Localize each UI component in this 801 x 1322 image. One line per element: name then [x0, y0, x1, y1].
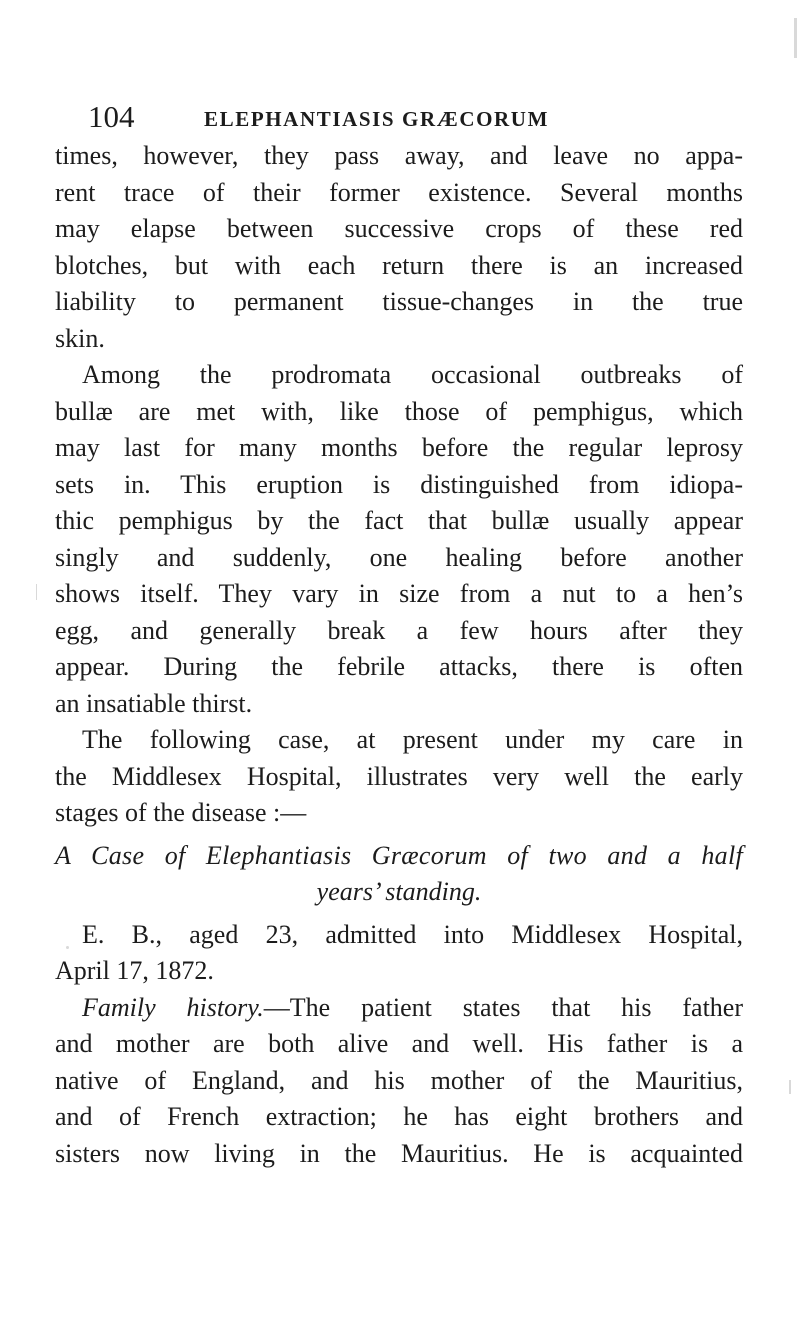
text-line: bullæ are met with, like those of pemphigus, which — [55, 396, 743, 426]
paragraph-2 — [55, 357, 743, 722]
text-line: an insatiable thirst. — [55, 688, 253, 718]
text-line: The following case, at present under my care in — [82, 725, 743, 754]
text-line: may last for many months before the regular leprosy — [55, 433, 743, 462]
text-line: singly and suddenly, one healing before another — [55, 542, 743, 572]
scan-edge-mark — [794, 18, 797, 58]
scan-edge-mark — [789, 1080, 791, 1094]
case-title-line: years’ standing. — [316, 877, 482, 906]
text-line: thic pemphigus by the fact that bullæ usually appear — [55, 506, 743, 535]
paragraph-5 — [55, 990, 743, 1173]
body-text — [55, 138, 743, 1172]
text-line: liability to permanent tissue-changes in the true — [55, 287, 743, 316]
text-line: and mother are both alive and well. His father is a — [55, 1029, 743, 1058]
text-run: —The patient states that his father — [263, 992, 743, 1022]
text-line: appear. During the febrile attacks, there is often — [55, 652, 743, 681]
text-line: native of England, and his mother of the Mauritius, — [55, 1065, 743, 1095]
text-line: skin. — [55, 323, 105, 353]
paragraph-4 — [55, 917, 743, 990]
section-lead: Family history. — [82, 992, 264, 1022]
case-title-line: A Case of Elephantiasis Græcorum of two and a half — [55, 840, 743, 870]
text-line: stages of the disease :— — [55, 798, 307, 827]
scan-edge-mark — [36, 584, 37, 600]
page-header — [88, 100, 748, 134]
text-line: E. B., aged 23, admitted into Middlesex Hospital, — [82, 919, 743, 949]
running-title: ELEPHANTIASIS GRÆCORUM — [204, 107, 549, 131]
text-line: egg, and generally break a few hours after they — [55, 615, 743, 645]
page-number: 104 — [88, 99, 135, 134]
text-line: sets in. This eruption is distinguished from idiopa- — [55, 469, 743, 499]
text-line: Among the prodromata occasional outbreaks of — [82, 360, 743, 389]
text-line — [55, 990, 743, 1027]
text-line: sisters now living in the Mauritius. He is acquainted — [55, 1138, 743, 1168]
scan-speck — [66, 946, 69, 949]
text-line: shows itself. They vary in size from a nut to a hen’s — [55, 579, 743, 608]
paragraph-3 — [55, 722, 743, 832]
text-line: April 17, 1872. — [55, 956, 214, 985]
paragraph-1 — [55, 138, 743, 357]
text-line: blotches, but with each return there is an increased — [55, 250, 743, 280]
case-heading — [55, 838, 743, 911]
text-line: rent trace of their former existence. Several months — [55, 177, 743, 207]
text-line: times, however, they pass away, and leave no appa- — [55, 141, 743, 170]
text-line: and of French extraction; he has eight brothers and — [55, 1102, 743, 1131]
text-line: the Middlesex Hospital, illustrates very well the early — [55, 761, 743, 791]
text-line: may elapse between successive crops of these red — [55, 214, 743, 243]
